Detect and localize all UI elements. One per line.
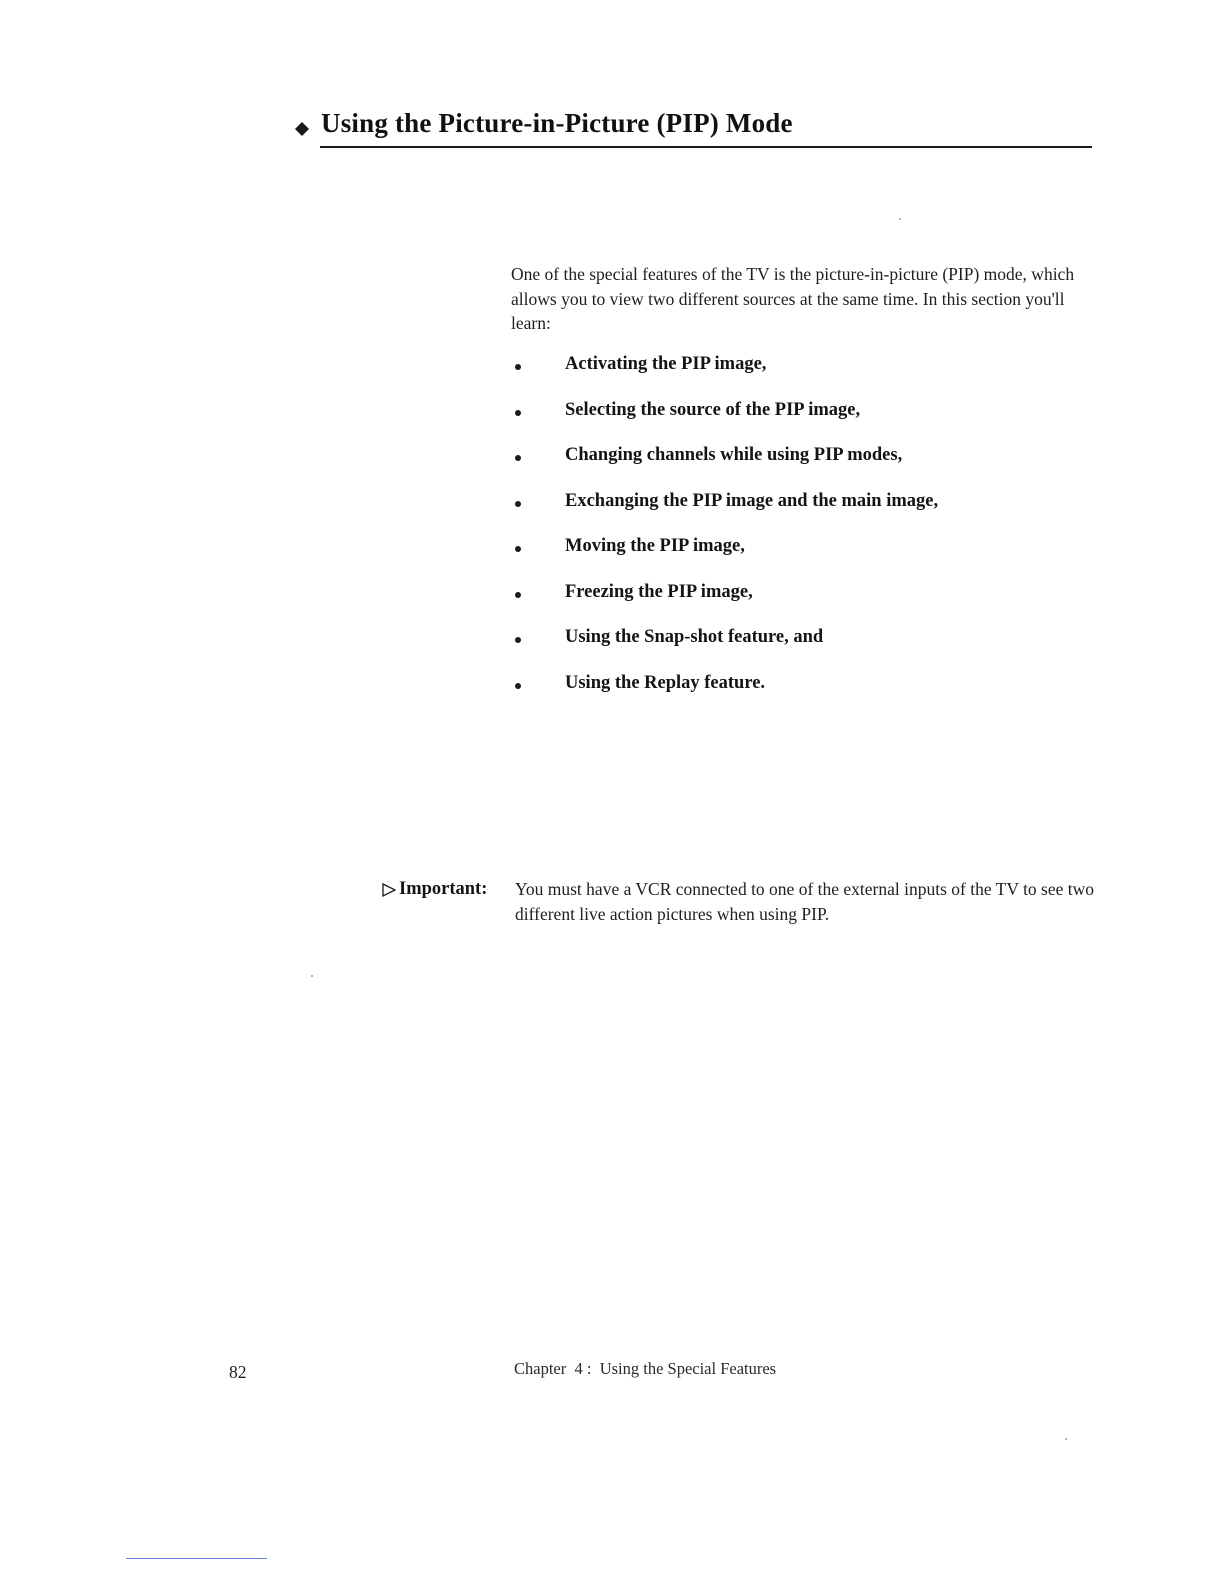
- topic-text: Selecting the source of the PIP image,: [565, 399, 861, 420]
- list-item: [511, 580, 1111, 626]
- bullet-icon: [515, 364, 521, 370]
- topic-text: Using the Snap-shot feature, and: [565, 627, 824, 647]
- heading-underline: [320, 146, 1092, 148]
- list-item: [511, 398, 1111, 444]
- important-label-text: Important:: [399, 879, 488, 899]
- topic-text: Changing channels while using PIP modes,: [565, 445, 903, 465]
- footer-chapter-title: Chapter 4 : Using the Special Features: [514, 1359, 777, 1378]
- intro-paragraph: One of the special features of the TV is the picture-in-picture (PIP) mode, which allows you to view two different sources at the same time. In this section you'll learn:: [511, 264, 1075, 333]
- scan-speck: [899, 218, 901, 220]
- topic-text: Using the Replay feature.: [565, 672, 766, 693]
- list-item: [511, 352, 1111, 398]
- topic-text: Exchanging the PIP image and the main image,: [565, 490, 939, 511]
- bullet-icon: [515, 683, 521, 689]
- important-text: You must have a VCR connected to one of the external inputs of the TV to see two different live action pictures when using PIP.: [515, 879, 1095, 924]
- triangle-pointer-icon: [381, 882, 397, 898]
- list-item: [511, 625, 1111, 671]
- topic-text: Moving the PIP image,: [565, 536, 745, 556]
- topic-list: [511, 352, 1111, 716]
- bullet-icon: [515, 546, 521, 552]
- page-title: Using the Picture-in-Picture (PIP) Mode: [321, 108, 793, 138]
- topic-text: Freezing the PIP image,: [565, 581, 753, 602]
- bullet-icon: [515, 455, 521, 461]
- bullet-icon: [515, 501, 521, 507]
- diamond-bullet-icon: [295, 122, 309, 136]
- list-item: [511, 671, 1111, 717]
- scan-speck: [1065, 1438, 1067, 1440]
- bullet-icon: [515, 592, 521, 598]
- bottom-rule: [126, 1558, 267, 1559]
- list-item: [511, 443, 1111, 489]
- important-label: [381, 879, 487, 900]
- bullet-icon: [515, 637, 521, 643]
- list-item: [511, 489, 1111, 535]
- bullet-icon: [515, 410, 521, 416]
- page-number: 82: [229, 1362, 247, 1382]
- list-item: [511, 534, 1111, 580]
- scan-speck: [311, 975, 313, 977]
- topic-text: Activating the PIP image,: [565, 354, 767, 374]
